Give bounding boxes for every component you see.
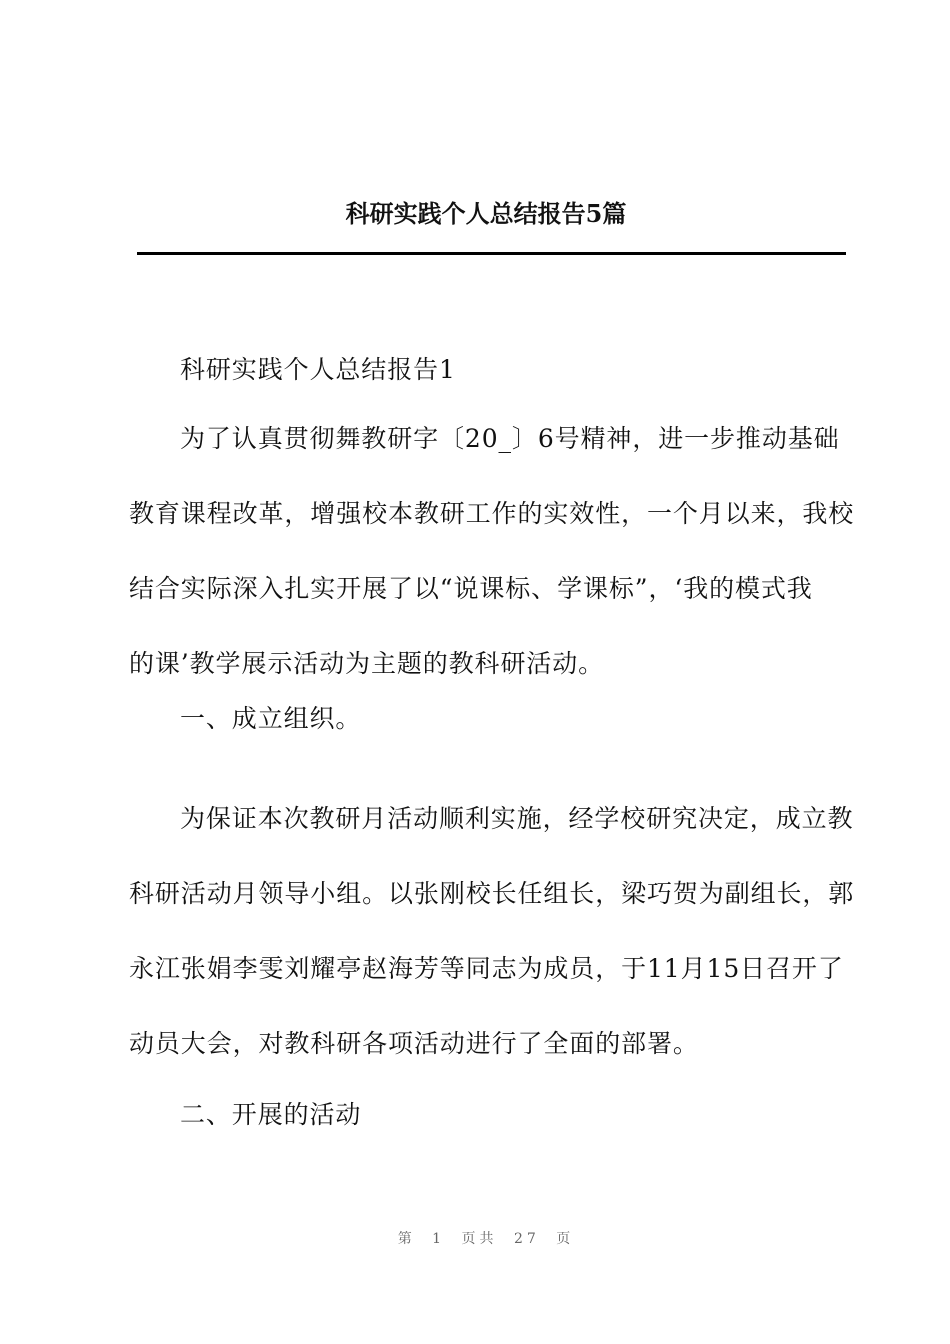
paragraph-line: 教育课程改革，增强校本教研工作的实效性，一个月以来，我校 — [129, 499, 855, 528]
section-heading-2 — [129, 1090, 845, 1165]
paragraph-line: 动员大会，对教科研各项活动进行了全面的部署。 — [129, 1029, 699, 1058]
title-divider — [137, 252, 846, 255]
paragraph-line: 科研实践个人总结报告1 — [180, 355, 456, 384]
paragraph-line: 科研活动月领导小组。以张刚校长任组长，梁巧贺为副组长，郭 — [129, 879, 855, 908]
paragraph-line: 的课’教学展示活动为主题的教科研活动。 — [129, 649, 605, 678]
paragraph-line: 为保证本次教研月活动顺利实施，经学校研究决定，成立教 — [180, 804, 854, 833]
paragraph-line: 为了认真贯彻舞教研字〔20_〕6号精神，进一步推动基础 — [180, 424, 840, 453]
paragraph-line: 二、开展的活动 — [180, 1100, 362, 1129]
paragraph-heading-1 — [129, 345, 845, 420]
paragraph-line: 结合实际深入扎实开展了以“说课标、学课标”，‘我的模式我 — [129, 574, 813, 603]
paragraph-line: 一、成立组织。 — [180, 704, 362, 733]
page-title: 科研实践个人总结报告5篇 — [345, 199, 627, 228]
paragraph-organization — [129, 794, 855, 1094]
paragraph-intro — [129, 414, 855, 714]
section-heading-1 — [129, 694, 845, 769]
paragraph-line: 永江张娟李雯刘耀亭赵海芳等同志为成员，于11月15日召开了 — [129, 954, 844, 983]
page-footer: 第 1 页共 27 页 — [397, 1231, 575, 1247]
